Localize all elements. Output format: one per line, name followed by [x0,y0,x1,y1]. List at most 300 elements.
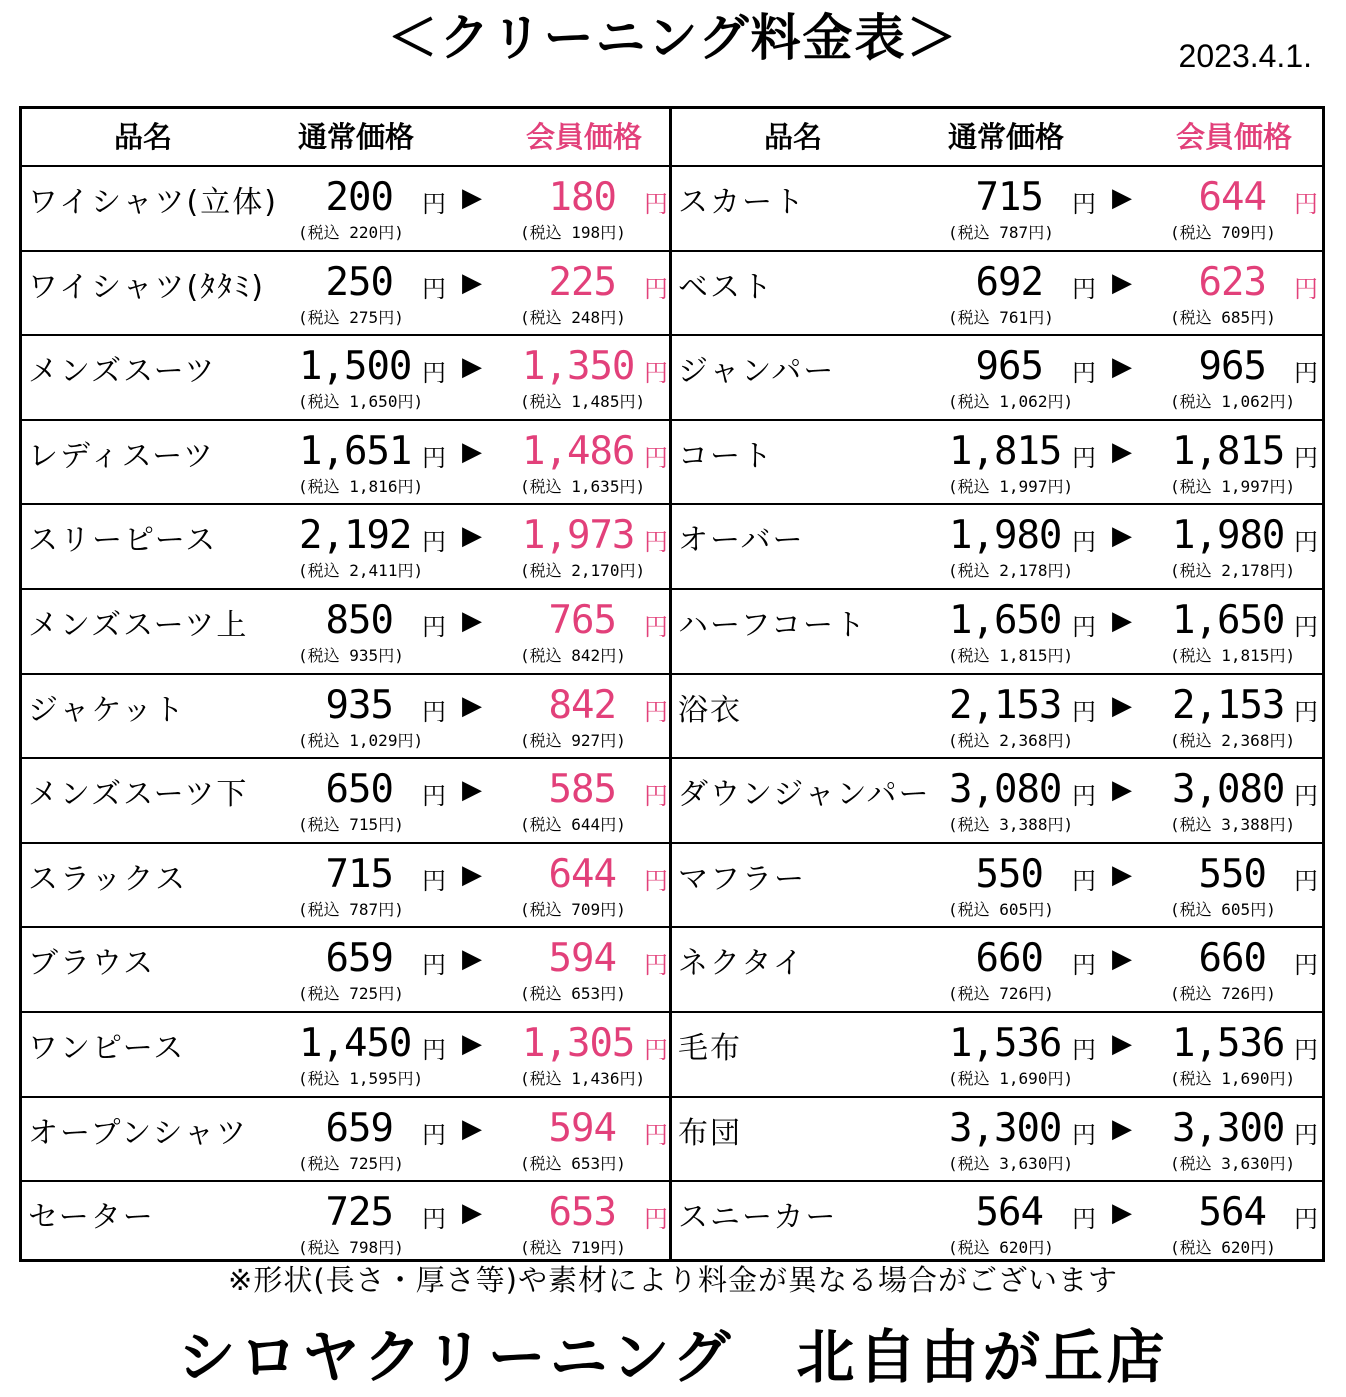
yen-label: 円 [1072,697,1096,726]
yen-label: 円 [378,984,395,1004]
member-tax-price: 1,690 [1221,1068,1270,1088]
item-name: ネクタイ [678,946,805,982]
table-row [22,1182,669,1267]
table-row [22,844,669,929]
normal-price: 659 [325,1105,393,1151]
item-name: オープンシャツ [28,1115,248,1151]
tax-prefix: (税込 [948,392,990,412]
normal-tax-included: (税込 715円) [298,815,404,835]
tax-prefix: (税込 [520,307,562,327]
item-name: ワイシャツ(立体) [28,185,278,220]
member-price: 1,305 [522,1020,635,1066]
member-tax-price: 1,485 [571,392,620,412]
normal-tax-price: 1,997 [999,476,1048,496]
yen-label: 円 [644,274,668,303]
tax-prefix: (税込 [520,1068,562,1088]
yen-label: 円 [1269,476,1286,496]
yen-label: 円 [378,1153,395,1173]
arrow-right-icon: ▶ [462,859,482,890]
table-row [672,336,1322,421]
yen-label: 円 [1250,307,1267,327]
member-tax-included: (税込 2,178円) [1170,561,1296,581]
tax-prefix: (税込 [1170,223,1212,242]
normal-tax-price: 605 [999,899,1029,919]
normal-tax-included: (税込 2,178円) [948,561,1074,581]
member-tax-price: 709 [1221,223,1251,242]
tax-prefix: (税込 [948,476,990,496]
normal-tax-price: 725 [349,1153,379,1173]
normal-tax-price: 1,029 [349,730,398,750]
yen-label: 円 [644,612,668,641]
item-name: ダウンジャンパー [678,777,931,813]
yen-label: 円 [1047,1068,1064,1088]
yen-label: 円 [1072,1035,1096,1064]
item-name: スカート [678,185,806,220]
member-price: 765 [548,597,616,643]
member-tax-price: 709 [571,899,601,919]
tax-prefix: (税込 [298,899,340,919]
member-price: 644 [1198,175,1266,220]
yen-label: 円 [1072,1205,1096,1234]
item-name: メンズスーツ下 [28,777,249,813]
yen-label: 円 [1269,561,1286,581]
yen-label: 円 [1072,782,1096,811]
normal-tax-price: 726 [999,984,1029,1004]
tax-prefix: (税込 [948,1238,990,1258]
member-tax-included: (税込 927円) [520,730,626,750]
yen-label: 円 [1028,1238,1045,1258]
item-name: レディスーツ [28,438,215,474]
member-tax-included: (税込 620円) [1170,1238,1276,1258]
tax-prefix: (税込 [520,561,562,581]
yen-label: 円 [1294,951,1318,980]
member-tax-included: (税込 198円) [520,223,626,242]
normal-tax-included: (税込 1,815円) [948,645,1074,665]
table-row [22,505,669,590]
item-name: 浴衣 [678,692,742,728]
item-name: メンズスーツ上 [28,607,249,643]
normal-tax-price: 787 [349,899,379,919]
yen-label: 円 [1072,190,1096,218]
tax-prefix: (税込 [948,1068,990,1088]
table-row [672,1098,1322,1183]
tax-prefix: (税込 [948,899,990,919]
yen-label: 円 [1294,528,1318,557]
member-tax-price: 653 [571,1153,601,1173]
yen-label: 円 [1072,1120,1096,1149]
member-tax-price: 726 [1221,984,1251,1004]
item-name: ブラウス [28,946,156,982]
member-tax-price: 1,635 [571,476,620,496]
yen-label: 円 [1294,782,1318,811]
tax-prefix: (税込 [1170,730,1212,750]
table-row [672,1182,1322,1267]
normal-price: 3,300 [949,1105,1062,1151]
member-price: 594 [548,936,616,982]
member-tax-included: (税込 1,062円) [1170,392,1296,412]
yen-label: 円 [1294,443,1318,472]
tax-prefix: (税込 [948,223,990,242]
member-price: 842 [548,682,616,728]
yen-label: 円 [644,951,668,980]
normal-tax-included: (税込 787円) [948,223,1054,242]
yen-label: 円 [422,612,446,641]
yen-label: 円 [1028,223,1045,242]
normal-price: 725 [325,1190,393,1236]
normal-tax-price: 1,815 [999,645,1048,665]
yen-label: 円 [1072,612,1096,641]
table-row [672,505,1322,590]
normal-tax-price: 1,062 [999,392,1048,412]
normal-tax-included: (税込 1,062円) [948,392,1074,412]
member-tax-included: (税込 726円) [1170,984,1276,1004]
normal-tax-included: (税込 1,650円) [298,392,424,412]
yen-label: 円 [378,645,395,665]
member-tax-included: (税込 709円) [520,899,626,919]
item-name: ベスト [678,269,774,305]
yen-label: 円 [1269,645,1286,665]
yen-label: 円 [1028,984,1045,1004]
yen-label: 円 [422,951,446,980]
item-name: ワンピース [28,1030,186,1066]
yen-label: 円 [1072,443,1096,472]
normal-tax-included: (税込 275円) [298,307,404,327]
normal-tax-included: (税込 725円) [298,1153,404,1173]
tax-prefix: (税込 [298,815,340,835]
member-tax-included: (税込 653円) [520,984,626,1004]
member-tax-price: 719 [571,1238,601,1258]
normal-tax-price: 725 [349,984,379,1004]
yen-label: 円 [397,730,414,750]
table-row [22,252,669,337]
table-row [22,421,669,506]
normal-tax-included: (税込 1,690円) [948,1068,1074,1088]
member-price: 1,973 [522,513,635,559]
tax-prefix: (税込 [520,730,562,750]
member-price: 3,080 [1172,767,1285,813]
normal-price: 692 [975,259,1043,305]
normal-tax-price: 2,368 [999,730,1048,750]
member-tax-price: 1,997 [1221,476,1270,496]
tax-prefix: (税込 [1170,307,1212,327]
member-tax-price: 1,436 [571,1068,620,1088]
normal-tax-price: 3,630 [999,1153,1048,1173]
yen-label: 円 [1294,612,1318,641]
member-price: 550 [1198,851,1266,897]
yen-label: 円 [1250,899,1267,919]
tax-prefix: (税込 [1170,476,1212,496]
tax-prefix: (税込 [520,1238,562,1258]
arrow-right-icon: ▶ [462,352,482,383]
member-tax-included: (税込 2,368円) [1170,730,1296,750]
yen-label: 円 [378,1238,395,1258]
member-price: 1,350 [522,344,635,390]
header-item-name: 品名 [114,120,173,154]
yen-label: 円 [1294,274,1318,303]
table-row [672,928,1322,1013]
member-tax-included: (税込 605円) [1170,899,1276,919]
tax-prefix: (税込 [298,307,340,327]
yen-label: 円 [1294,1120,1318,1149]
yen-label: 円 [422,782,446,811]
yen-label: 円 [422,1035,446,1064]
item-name: ジャケット [28,692,186,728]
member-tax-included: (税込 685円) [1170,307,1276,327]
member-tax-included: (税込 709円) [1170,223,1276,242]
normal-tax-price: 761 [999,307,1029,327]
member-price: 653 [548,1190,616,1236]
tax-prefix: (税込 [298,392,340,412]
header-member-price: 会員価格 [1176,120,1293,154]
yen-label: 円 [600,899,617,919]
normal-price: 660 [975,936,1043,982]
member-tax-included: (税込 1,690円) [1170,1068,1296,1088]
normal-tax-included: (税込 1,595円) [298,1068,424,1088]
yen-label: 円 [644,1120,668,1149]
normal-price: 200 [325,175,393,220]
tax-prefix: (税込 [948,730,990,750]
yen-label: 円 [422,866,446,895]
yen-label: 円 [600,645,617,665]
yen-label: 円 [397,392,414,412]
yen-label: 円 [378,307,395,327]
member-price: 1,486 [522,428,635,474]
arrow-right-icon: ▶ [1112,183,1132,213]
normal-tax-included: (税込 1,816円) [298,476,424,496]
member-tax-price: 2,178 [1221,561,1270,581]
member-tax-included: (税込 653円) [520,1153,626,1173]
yen-label: 円 [619,392,636,412]
yen-label: 円 [1294,1205,1318,1234]
yen-label: 円 [1047,815,1064,835]
arrow-right-icon: ▶ [462,267,482,298]
tax-prefix: (税込 [298,645,340,665]
item-name: 布団 [678,1115,742,1151]
member-tax-price: 605 [1221,899,1251,919]
arrow-right-icon: ▶ [462,1198,482,1229]
tax-prefix: (税込 [1170,561,1212,581]
normal-tax-price: 1,595 [349,1068,398,1088]
yen-label: 円 [1294,866,1318,895]
yen-label: 円 [644,782,668,811]
item-name: マフラー [678,861,806,897]
tax-prefix: (税込 [520,899,562,919]
normal-price: 850 [325,597,393,643]
yen-label: 円 [644,1035,668,1064]
member-price: 594 [548,1105,616,1151]
table-row [22,1098,669,1183]
yen-label: 円 [1047,561,1064,581]
table-row [22,1013,669,1098]
arrow-right-icon: ▶ [462,605,482,636]
normal-price: 650 [325,767,393,813]
tax-prefix: (税込 [298,730,340,750]
tax-prefix: (税込 [1170,1068,1212,1088]
yen-label: 円 [1072,528,1096,557]
item-name: メンズスーツ [28,354,217,390]
yen-label: 円 [600,223,617,242]
yen-label: 円 [1250,984,1267,1004]
table-row [672,590,1322,675]
yen-label: 円 [397,561,414,581]
table-row [22,759,669,844]
normal-tax-included: (税込 787円) [298,899,404,919]
tax-prefix: (税込 [298,561,340,581]
yen-label: 円 [1269,1068,1286,1088]
table-row [22,336,669,421]
member-tax-price: 1,062 [1221,392,1270,412]
yen-label: 円 [600,984,617,1004]
member-tax-included: (税込 644円) [520,815,626,835]
arrow-right-icon: ▶ [462,521,482,552]
normal-price: 715 [975,175,1043,220]
arrow-right-icon: ▶ [462,1028,482,1059]
item-name: ジャンパー [678,354,836,390]
yen-label: 円 [619,561,636,581]
normal-price: 965 [975,344,1043,390]
normal-price: 2,192 [299,513,412,559]
member-tax-price: 3,388 [1221,815,1270,835]
arrow-right-icon: ▶ [1112,775,1132,806]
member-price: 3,300 [1172,1105,1285,1151]
yen-label: 円 [422,1120,446,1149]
normal-tax-included: (税込 935円) [298,645,404,665]
member-tax-included: (税込 1,635円) [520,476,646,496]
normal-price: 564 [975,1190,1043,1236]
arrow-right-icon: ▶ [462,775,482,806]
arrow-right-icon: ▶ [462,183,482,213]
arrow-right-icon: ▶ [462,436,482,467]
yen-label: 円 [1072,274,1096,303]
arrow-right-icon: ▶ [1112,267,1132,298]
yen-label: 円 [1047,645,1064,665]
header-item-name: 品名 [764,120,823,154]
member-price: 180 [548,175,616,220]
yen-label: 円 [1269,1153,1286,1173]
yen-label: 円 [644,190,668,218]
normal-tax-included: (税込 2,411円) [298,561,424,581]
price-table-right [672,109,1322,1259]
yen-label: 円 [422,274,446,303]
table-header [22,109,669,167]
yen-label: 円 [619,476,636,496]
yen-label: 円 [1028,899,1045,919]
item-name: スニーカー [678,1200,838,1236]
header-normal-price: 通常価格 [948,120,1065,154]
item-name: コート [678,438,774,474]
header-normal-price: 通常価格 [298,120,415,154]
tax-prefix: (税込 [298,984,340,1004]
yen-label: 円 [378,223,395,242]
yen-label: 円 [1072,951,1096,980]
member-price: 623 [1198,259,1266,305]
issue-date: 2023.4.1. [1178,38,1312,74]
yen-label: 円 [1047,476,1064,496]
member-price: 225 [548,259,616,305]
normal-tax-included: (税込 1,029円) [298,730,424,750]
tax-prefix: (税込 [298,1238,340,1258]
normal-tax-price: 620 [999,1238,1029,1258]
member-tax-included: (税込 1,485円) [520,392,646,412]
normal-tax-price: 2,178 [999,561,1048,581]
item-name: スラックス [28,861,188,897]
member-price: 1,980 [1172,513,1285,559]
table-header [672,109,1322,167]
normal-tax-price: 1,650 [349,392,398,412]
normal-price: 1,536 [949,1020,1062,1066]
member-tax-included: (税込 1,815円) [1170,645,1296,665]
member-tax-price: 198 [571,223,601,242]
arrow-right-icon: ▶ [1112,944,1132,975]
normal-tax-price: 1,690 [999,1068,1048,1088]
normal-tax-price: 220 [349,223,379,242]
arrow-right-icon: ▶ [1112,859,1132,890]
yen-label: 円 [1294,1035,1318,1064]
member-tax-price: 1,815 [1221,645,1270,665]
yen-label: 円 [1047,392,1064,412]
table-row [22,590,669,675]
member-tax-included: (税込 248円) [520,307,626,327]
normal-tax-price: 1,816 [349,476,398,496]
member-tax-price: 685 [1221,307,1251,327]
member-tax-included: (税込 719円) [520,1238,626,1258]
yen-label: 円 [1028,307,1045,327]
member-price: 564 [1198,1190,1266,1236]
normal-tax-included: (税込 2,368円) [948,730,1074,750]
member-tax-price: 644 [571,815,601,835]
yen-label: 円 [422,443,446,472]
normal-tax-included: (税込 220円) [298,223,404,242]
normal-price: 659 [325,936,393,982]
tax-prefix: (税込 [948,1153,990,1173]
normal-tax-included: (税込 726円) [948,984,1054,1004]
member-tax-price: 2,170 [571,561,620,581]
tax-prefix: (税込 [1170,1153,1212,1173]
normal-tax-price: 715 [349,815,379,835]
member-tax-price: 927 [571,730,601,750]
yen-label: 円 [600,1153,617,1173]
tax-prefix: (税込 [1170,392,1212,412]
member-price: 1,815 [1172,428,1285,474]
item-name: スリーピース [28,523,218,559]
table-row [672,759,1322,844]
tax-prefix: (税込 [520,392,562,412]
yen-label: 円 [1294,190,1318,218]
tax-prefix: (税込 [298,1153,340,1173]
member-price: 644 [548,851,616,897]
yen-label: 円 [1047,1153,1064,1173]
normal-price: 550 [975,851,1043,897]
yen-label: 円 [378,815,395,835]
member-tax-price: 620 [1221,1238,1251,1258]
item-name: ワイシャツ(ﾀﾀﾐ) [28,269,265,305]
tax-prefix: (税込 [520,476,562,496]
normal-price: 1,450 [299,1020,412,1066]
normal-tax-included: (税込 725円) [298,984,404,1004]
yen-label: 円 [422,1205,446,1234]
yen-label: 円 [1072,359,1096,388]
member-tax-price: 2,368 [1221,730,1270,750]
item-name: 毛布 [678,1030,742,1066]
normal-price: 1,815 [949,428,1062,474]
yen-label: 円 [600,307,617,327]
normal-tax-included: (税込 605円) [948,899,1054,919]
yen-label: 円 [1269,730,1286,750]
yen-label: 円 [422,697,446,726]
arrow-right-icon: ▶ [1112,521,1132,552]
tax-prefix: (税込 [298,223,340,242]
table-row [22,675,669,760]
